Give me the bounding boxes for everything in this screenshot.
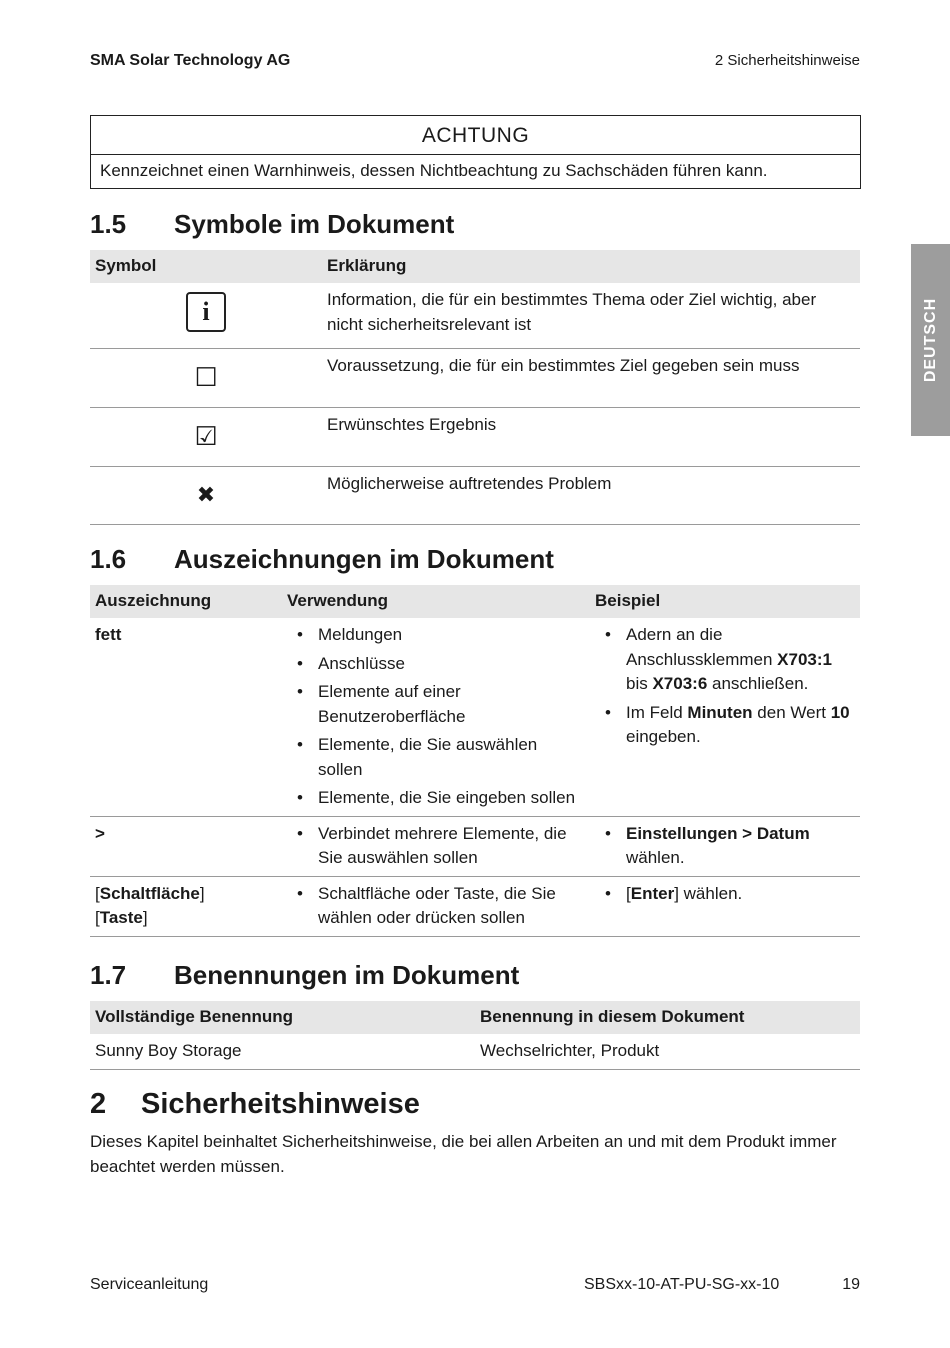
section-heading-1-6 <box>90 544 554 575</box>
naming-table <box>90 1001 860 1070</box>
section-intro-text: Dieses Kapitel beinhaltet Sicherheitshinweise, die bei allen Arbeiten an und mit dem Produkt immer beachtet werden müssen. <box>90 1132 837 1176</box>
table-row <box>90 466 860 524</box>
symbols-table <box>90 250 860 525</box>
section-title: Symbole im Dokument <box>174 209 455 239</box>
section-number: 1.7 <box>90 960 127 990</box>
section-number: 1.5 <box>90 209 127 239</box>
col-header-explanation: Erklärung <box>322 250 860 283</box>
header-company: SMA Solar Technology AG <box>90 52 291 69</box>
section-number: 1.6 <box>90 544 127 574</box>
language-tab-label: DEUTSCH <box>921 297 939 383</box>
symbol-explanation: Information, die für ein bestimmtes Thema oder Ziel wichtig, aber nicht sicherheitsrelevant ist <box>322 283 860 348</box>
section-title: Auszeichnungen im Dokument <box>174 544 554 574</box>
list-item: • Elemente, die Sie eingeben sollen <box>287 786 585 811</box>
list-item: • Elemente, die Sie auswählen sollen <box>287 733 585 782</box>
list-item: • Adern an die Anschlussklemmen X703:1 bis X703:6 anschließen. <box>595 623 855 697</box>
symbol-explanation: Erwünschtes Ergebnis <box>322 407 860 466</box>
table-row <box>90 407 860 466</box>
markup-name: fett <box>90 618 282 816</box>
list-item: • Einstellungen > Datum wählen. <box>595 822 855 871</box>
markup-table <box>90 585 860 937</box>
header-chapter: 2 Sicherheitshinweise <box>714 52 860 69</box>
notice-box <box>90 115 861 189</box>
list-item: • Meldungen <box>287 623 585 648</box>
markup-name: > <box>90 816 282 876</box>
info-icon: i <box>186 292 226 332</box>
markup-name: [Schaltfläche] [Taste] <box>90 876 282 936</box>
section-title: Sicherheitshinweise <box>141 1088 420 1120</box>
section-heading-1-7 <box>90 960 519 991</box>
table-row <box>90 348 860 407</box>
table-row <box>90 816 860 876</box>
language-tab <box>911 244 950 436</box>
list-item: • Schaltfläche oder Taste, die Sie wählen oder drücken sollen <box>287 882 585 931</box>
cross-icon: ✖ <box>196 481 216 507</box>
symbol-explanation: Voraussetzung, die für ein bestimmtes Ziel gegeben sein muss <box>322 348 860 407</box>
section-heading-2 <box>90 1088 420 1121</box>
usage-list <box>287 623 585 811</box>
footer-doc-id: SBSxx-10-AT-PU-SG-xx-10 <box>584 1276 780 1293</box>
list-item: • Anschlüsse <box>287 652 585 677</box>
col-header-usage: Verwendung <box>282 585 590 618</box>
table-row <box>90 618 860 816</box>
col-header-symbol: Symbol <box>90 250 322 283</box>
example-list <box>595 623 855 750</box>
section-title: Benennungen im Dokument <box>174 960 520 990</box>
symbol-explanation: Möglicherweise auftretendes Problem <box>322 466 860 524</box>
list-item: • Elemente auf einer Benutzeroberfläche <box>287 680 585 729</box>
page-number: 19 <box>842 1276 860 1293</box>
list-item: • Verbindet mehrere Elemente, die Sie auswählen sollen <box>287 822 585 871</box>
notice-text: Kennzeichnet einen Warnhinweis, dessen Nichtbeachtung zu Sachschäden führen kann. <box>100 161 768 180</box>
table-row <box>90 1034 860 1069</box>
col-header-doc-name: Benennung in diesem Dokument <box>475 1001 860 1034</box>
col-header-markup: Auszeichnung <box>90 585 282 618</box>
section-number: 2 <box>90 1088 107 1120</box>
table-row <box>90 283 860 348</box>
checkbox-empty-icon: ☐ <box>194 361 218 392</box>
list-item: • [Enter] wählen. <box>595 882 855 907</box>
checkbox-checked-icon: ☑ <box>194 420 218 451</box>
col-header-full-name: Vollständige Benennung <box>90 1001 475 1034</box>
footer-doc-type: Serviceanleitung <box>90 1276 209 1293</box>
col-header-example: Beispiel <box>590 585 860 618</box>
section-heading-1-5 <box>90 209 454 240</box>
full-name-cell: Sunny Boy Storage <box>90 1034 475 1069</box>
notice-title: ACHTUNG <box>91 116 860 155</box>
table-row <box>90 876 860 936</box>
doc-name-cell: Wechselrichter, Produkt <box>475 1034 860 1069</box>
list-item: • Im Feld Minuten den Wert 10 eingeben. <box>595 701 855 750</box>
